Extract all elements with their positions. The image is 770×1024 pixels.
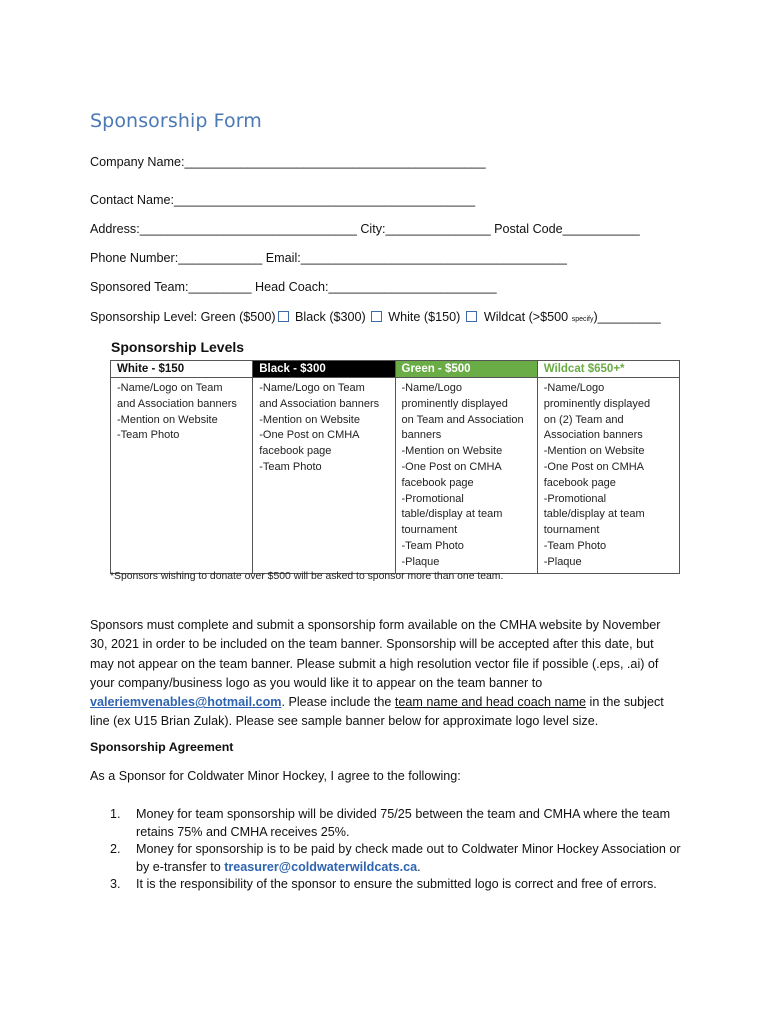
- contact-email-link[interactable]: valeriemvenables@hotmail.com: [90, 695, 282, 710]
- benefit-line: -Team Photo: [543, 539, 607, 552]
- level-header-black: Black - $300: [253, 361, 395, 378]
- benefit-line: -Plaque: [543, 555, 582, 568]
- treasurer-email-link[interactable]: treasurer@coldwaterwildcats.ca: [224, 859, 418, 874]
- benefit-line: -Name/Logo: [401, 382, 463, 394]
- benefit-line: -One Post on CMHA: [543, 460, 645, 473]
- levels-footnote: *Sponsors wishing to donate over $500 will be asked to sponsor more than one team.: [110, 571, 504, 582]
- benefit-line: and Association banners: [117, 397, 237, 410]
- list-text: Money for team sponsorship will be divided 75/25 between the team and CMHA where the team retains 75% and CMHA receives 25%.: [136, 807, 671, 839]
- agreement-list: [110, 806, 690, 894]
- wildcat-checkbox[interactable]: [466, 311, 477, 322]
- list-number: 2.: [110, 842, 121, 856]
- level-header-white: White - $150: [111, 361, 253, 378]
- sponsorship-level-row: [90, 310, 661, 324]
- agreement-intro: As a Sponsor for Coldwater Minor Hockey, I agree to the following:: [90, 769, 461, 783]
- instructions-paragraph: [90, 616, 680, 732]
- list-number: 3.: [110, 877, 121, 891]
- benefit-line: -Mention on Website: [401, 445, 503, 458]
- green-checkbox[interactable]: [278, 311, 289, 322]
- level-label: Sponsorship Level: Green ($500): [90, 310, 276, 324]
- para-text-1: Sponsors must complete and submit a sponsorship form available on the CMHA website by November 30, 2021 in order to be included on the team banner. Sponsorship will be accepted after this date, but may not appear on the team banner. Please submit a high resolution vector file if possible (.eps, .ai) of your company/business logo as you would like it to appear on the team banner to: [90, 618, 661, 690]
- level-benefits-green: [395, 378, 537, 574]
- benefit-line: banners: [401, 429, 442, 442]
- company-name-field[interactable]: Company Name:___________________________________________: [90, 155, 486, 169]
- black-checkbox[interactable]: [371, 311, 382, 322]
- benefit-line: -Name/Logo on Team: [117, 382, 223, 394]
- benefit-line: Association banners: [543, 429, 643, 442]
- benefit-line: -One Post on CMHA: [401, 460, 502, 473]
- benefit-line: -Promotional: [543, 492, 607, 505]
- benefit-line: -Mention on Website: [117, 413, 218, 426]
- benefit-line: tournament: [543, 524, 600, 537]
- address-field[interactable]: Address:_______________________________ City:_______________ Postal Code___________: [90, 222, 640, 236]
- benefit-line: prominently displayed: [401, 397, 508, 410]
- benefit-line: -Team Photo: [401, 539, 464, 552]
- level-benefits-white: [111, 378, 253, 574]
- benefit-line: table/display at team: [401, 508, 503, 521]
- para-text-2: . Please include the: [281, 695, 395, 710]
- list-text: It is the responsibility of the sponsor to ensure the submitted logo is correct and free of errors.: [136, 877, 657, 891]
- para-text-3: in the subject line (ex U15 Brian Zulak). Please see sample banner below for approximate logo level size.: [90, 695, 664, 729]
- benefit-line: -Name/Logo: [543, 382, 605, 394]
- list-item: [110, 876, 690, 894]
- benefit-line: on Team and Association: [401, 413, 524, 426]
- benefit-line: prominently displayed: [543, 397, 651, 410]
- contact-name-field[interactable]: Contact Name:___________________________________________: [90, 193, 476, 207]
- benefit-line: -Name/Logo on Team: [259, 382, 365, 394]
- level-header-green: Green - $500: [395, 361, 537, 378]
- white-label: White ($150): [384, 310, 461, 324]
- benefit-line: facebook page: [401, 476, 474, 489]
- agreement-heading: Sponsorship Agreement: [90, 740, 234, 754]
- list-item: [110, 806, 690, 841]
- level-header-wildcat: Wildcat $650+*: [537, 361, 679, 378]
- benefit-line: -Mention on Website: [259, 413, 360, 426]
- benefit-line: -Team Photo: [117, 429, 180, 442]
- benefit-line: -Promotional: [401, 492, 464, 505]
- wildcat-label: Wildcat (>$500: [480, 310, 572, 324]
- team-coach-field[interactable]: Sponsored Team:_________ Head Coach:________________________: [90, 280, 497, 294]
- wildcat-blank[interactable]: )_________: [593, 310, 661, 324]
- phone-email-field[interactable]: Phone Number:____________ Email:______________________________________: [90, 251, 567, 265]
- list-text: Money for sponsorship is to be paid by check made out to Coldwater Minor Hockey Association or by e-transfer to: [136, 842, 681, 874]
- benefit-line: -Team Photo: [259, 460, 322, 473]
- benefit-line: on (2) Team and: [543, 413, 624, 426]
- black-label: Black ($300): [291, 310, 366, 324]
- benefit-line: facebook page: [543, 476, 616, 489]
- benefit-line: -Plaque: [401, 555, 440, 568]
- benefit-line: table/display at team: [543, 508, 645, 521]
- list-item: [110, 841, 690, 876]
- benefit-line: facebook page: [259, 445, 332, 458]
- benefit-line: tournament: [401, 524, 458, 537]
- para-underlined: team name and head coach name: [394, 695, 587, 710]
- benefit-line: and Association banners: [259, 397, 380, 410]
- specify-label: specify: [571, 316, 594, 323]
- list-text-end: .: [417, 859, 421, 874]
- benefit-line: -Mention on Website: [543, 445, 645, 458]
- benefit-line: -One Post on CMHA: [259, 429, 360, 442]
- level-benefits-black: [253, 378, 395, 574]
- level-benefits-wildcat: [537, 378, 679, 574]
- levels-heading: Sponsorship Levels: [111, 339, 245, 355]
- form-title: Sponsorship Form: [90, 110, 262, 132]
- levels-table: [110, 360, 680, 574]
- list-number: 1.: [110, 807, 121, 821]
